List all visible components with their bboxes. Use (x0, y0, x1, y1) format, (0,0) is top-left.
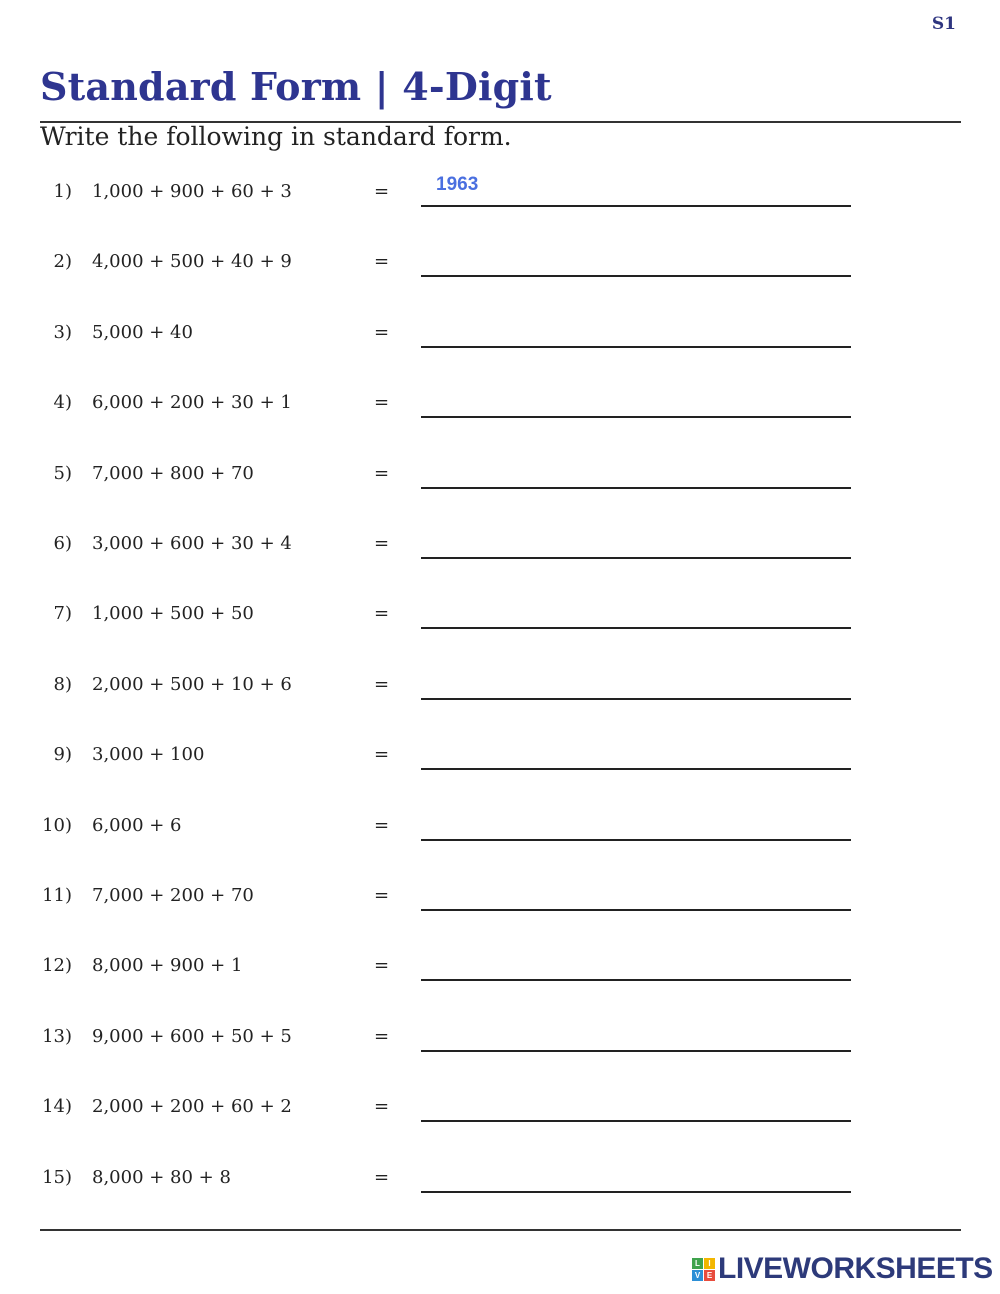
equals-sign: = (374, 885, 390, 906)
answer-input[interactable] (436, 385, 836, 407)
problem-expression: 1,000 + 900 + 60 + 3 (92, 181, 292, 202)
problem-expression: 9,000 + 600 + 50 + 5 (92, 1025, 292, 1047)
answer-line (421, 416, 851, 418)
problem-number: 9) (53, 744, 72, 766)
instructions-text: Write the following in standard form. (40, 122, 512, 151)
logo-tile: I (704, 1258, 715, 1269)
equals-sign: = (374, 462, 390, 484)
answer-input[interactable] (436, 1019, 836, 1041)
problem-number: 6) (53, 533, 72, 554)
problem-row (0, 945, 1000, 985)
equals-sign: = (374, 955, 390, 977)
answer-input[interactable] (436, 315, 836, 337)
problem-row (0, 805, 1000, 845)
answer-input[interactable] (436, 948, 836, 970)
problem-row (0, 453, 1000, 493)
equals-sign: = (374, 392, 390, 414)
answer-line (421, 557, 851, 559)
problem-expression: 3,000 + 600 + 30 + 4 (92, 533, 292, 554)
problem-expression: 7,000 + 200 + 70 (92, 885, 254, 906)
answer-input[interactable] (436, 174, 836, 196)
problem-row (0, 382, 1000, 422)
problem-expression: 2,000 + 500 + 10 + 6 (92, 673, 292, 695)
problem-expression: 8,000 + 900 + 1 (92, 955, 243, 977)
problem-number: 5) (53, 462, 72, 484)
answer-line (421, 346, 851, 348)
answer-input[interactable] (436, 526, 836, 548)
equals-sign: = (374, 1025, 390, 1047)
equals-sign: = (374, 533, 390, 554)
equals-sign: = (374, 744, 390, 766)
problem-row (0, 171, 1000, 211)
page-code: S1 (931, 14, 956, 34)
problem-number: 3) (53, 321, 72, 343)
problem-expression: 4,000 + 500 + 40 + 9 (92, 251, 292, 273)
problem-number: 4) (53, 392, 72, 414)
answer-line (421, 909, 851, 911)
equals-sign: = (374, 603, 390, 625)
problem-expression: 5,000 + 40 (92, 321, 193, 343)
problem-number: 10) (42, 814, 72, 836)
answer-line (421, 768, 851, 770)
problem-expression: 6,000 + 200 + 30 + 1 (92, 392, 292, 414)
problem-expression: 2,000 + 200 + 60 + 2 (92, 1096, 292, 1118)
equals-sign: = (374, 251, 390, 273)
liveworksheets-logo-icon (692, 1258, 715, 1281)
problem-row (0, 523, 1000, 563)
problem-expression: 6,000 + 6 (92, 814, 182, 836)
problem-number: 7) (53, 603, 72, 625)
answer-line (421, 1050, 851, 1052)
page-title: Standard Form | 4-Digit (40, 64, 552, 109)
logo-tile: E (704, 1270, 715, 1281)
logo-tile: L (692, 1258, 703, 1269)
answer-line (421, 1191, 851, 1193)
problem-row (0, 664, 1000, 704)
problem-number: 13) (42, 1025, 72, 1047)
answer-input[interactable] (436, 1160, 836, 1182)
answer-line (421, 979, 851, 981)
problem-row (0, 1086, 1000, 1126)
problem-row (0, 241, 1000, 281)
answer-line (421, 839, 851, 841)
answer-line (421, 627, 851, 629)
answer-line (421, 275, 851, 277)
problem-number: 12) (42, 955, 72, 977)
footer-divider (40, 1229, 961, 1231)
problem-number: 2) (53, 251, 72, 273)
problem-expression: 8,000 + 80 + 8 (92, 1166, 231, 1188)
problem-row (0, 593, 1000, 633)
problem-expression: 3,000 + 100 (92, 744, 205, 766)
answer-line (421, 1120, 851, 1122)
answer-line (421, 698, 851, 700)
equals-sign: = (374, 181, 390, 202)
problem-expression: 7,000 + 800 + 70 (92, 462, 254, 484)
answer-input[interactable] (436, 667, 836, 689)
problem-number: 11) (42, 885, 72, 906)
answer-input[interactable] (436, 878, 836, 900)
problem-row (0, 1016, 1000, 1056)
equals-sign: = (374, 321, 390, 343)
problem-expression: 1,000 + 500 + 50 (92, 603, 254, 625)
answer-input[interactable] (436, 596, 836, 618)
problem-row (0, 1157, 1000, 1197)
answer-input[interactable] (436, 456, 836, 478)
problem-number: 1) (53, 181, 72, 202)
answer-input[interactable] (436, 737, 836, 759)
answer-input[interactable] (436, 808, 836, 830)
equals-sign: = (374, 814, 390, 836)
equals-sign: = (374, 673, 390, 695)
problem-number: 14) (42, 1096, 72, 1118)
problem-number: 15) (42, 1166, 72, 1188)
problem-number: 8) (53, 673, 72, 695)
problem-row (0, 875, 1000, 915)
logo-tile: V (692, 1270, 703, 1281)
answer-input[interactable] (436, 1089, 836, 1111)
liveworksheets-logo-text: LIVEWORKSHEETS (718, 1252, 993, 1285)
problem-row (0, 734, 1000, 774)
equals-sign: = (374, 1166, 390, 1188)
answer-line (421, 487, 851, 489)
answer-line (421, 205, 851, 207)
problem-row (0, 312, 1000, 352)
answer-input[interactable] (436, 244, 836, 266)
liveworksheets-logo (692, 1252, 993, 1286)
equals-sign: = (374, 1096, 390, 1118)
